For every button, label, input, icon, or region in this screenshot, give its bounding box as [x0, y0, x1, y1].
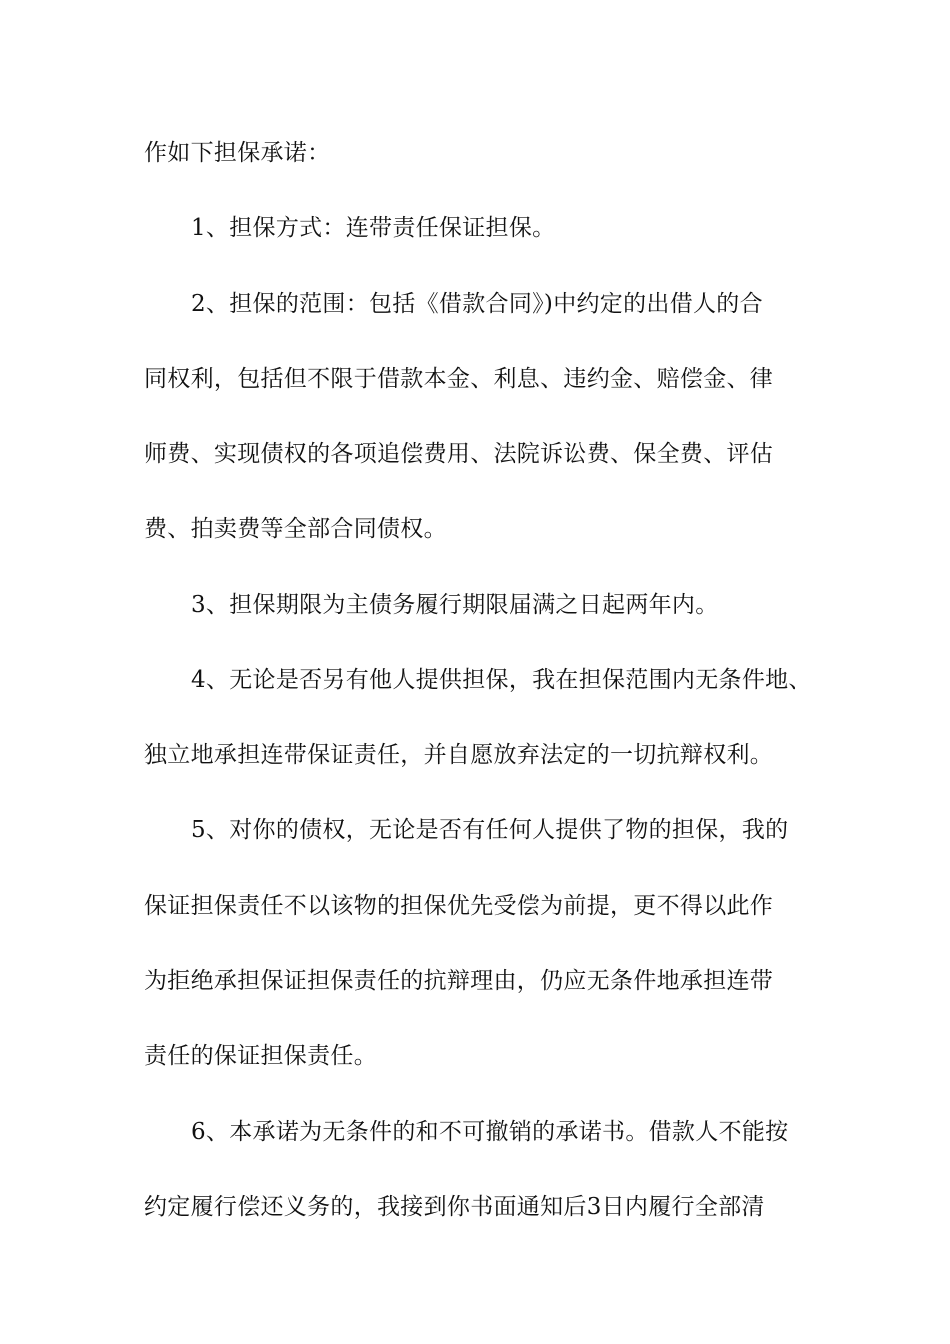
clause-5: 5、对你的债权，无论是否有任何人提供了物的担保，我的 [191, 817, 789, 843]
text-line: 责任的保证担保责任。 [144, 1043, 377, 1069]
clause-6: 6、本承诺为无条件的和不可撤销的承诺书。借款人不能按 [191, 1119, 789, 1145]
text-line: 独立地承担连带保证责任，并自愿放弃法定的一切抗辩权利。 [144, 742, 774, 768]
text-line: 费、拍卖费等全部合同债权。 [144, 516, 447, 542]
text-line: 作如下担保承诺： [144, 140, 331, 166]
clause-3: 3、担保期限为主债务履行期限届满之日起两年内。 [191, 592, 719, 618]
text-line: 约定履行偿还义务的，我接到你书面通知后3日内履行全部清 [144, 1194, 765, 1220]
clause-4: 4、无论是否另有他人提供担保，我在担保范围内无条件地、 [191, 667, 812, 693]
clause-1: 1、担保方式：连带责任保证担保。 [191, 215, 556, 241]
text-line: 师费、实现债权的各项追偿费用、法院诉讼费、保全费、评估 [144, 441, 774, 467]
text-line: 同权利，包括但不限于借款本金、利息、违约金、赔偿金、律 [144, 366, 774, 392]
text-line: 为拒绝承担保证担保责任的抗辩理由，仍应无条件地承担连带 [144, 968, 774, 994]
clause-2: 2、担保的范围：包括《借款合同》)中约定的出借人的合 [191, 291, 763, 317]
text-line: 保证担保责任不以该物的担保优先受偿为前提，更不得以此作 [144, 893, 774, 919]
